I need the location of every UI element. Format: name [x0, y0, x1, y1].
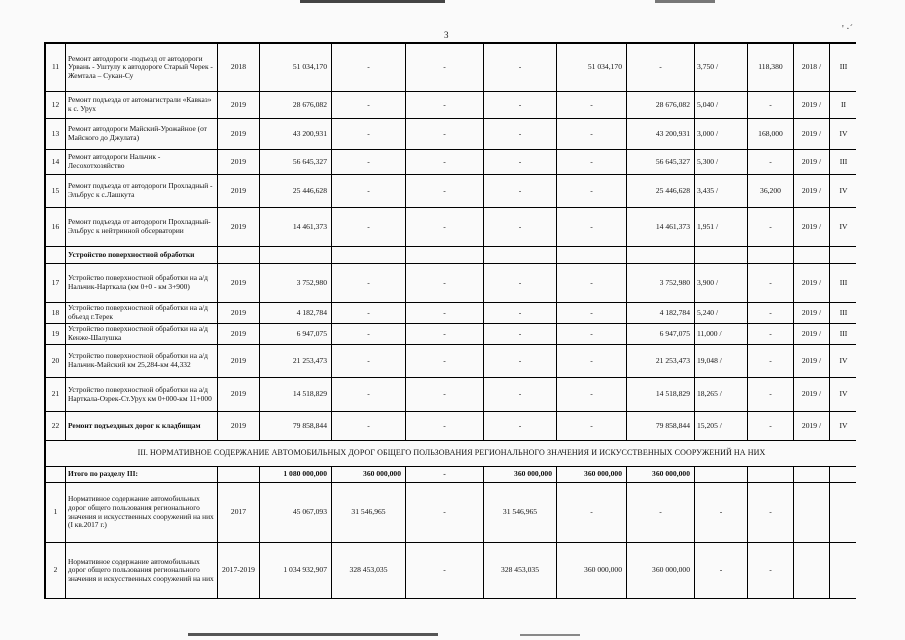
- row-c1: -: [332, 208, 406, 247]
- row-number: 14: [46, 150, 66, 175]
- total-c2: -: [406, 467, 484, 483]
- row-c3: -: [484, 119, 557, 150]
- row-completion-year: 2019: [801, 185, 818, 195]
- row-area: -: [748, 345, 794, 378]
- row-length: [695, 303, 748, 324]
- subheader-surface-treatment: Устройство поверхностной обработки: [66, 247, 218, 264]
- row-length-km: 3,750: [697, 62, 715, 72]
- row-c5: 43 200,931: [627, 119, 695, 150]
- row-c3: -: [484, 44, 557, 92]
- row-name: Устройство поверхностной обработки на а/д Кенже-Шалушка: [66, 324, 218, 345]
- row-completion: [794, 44, 830, 92]
- row-year: 2018: [218, 44, 260, 92]
- row-quarter: III: [830, 303, 857, 324]
- row-total: 21 253,473: [260, 345, 332, 378]
- table-row: [46, 44, 857, 92]
- row-name: Нормативное содержание автомобильных дорог общего пользования регионального значения и искусственных сооружений на них: [66, 543, 218, 599]
- row-c4: 51 034,170: [557, 44, 627, 92]
- table-row: [46, 175, 857, 208]
- row-completion-year: 2019: [801, 128, 818, 138]
- row-completion: [794, 378, 830, 412]
- row-c5: 360 000,000: [627, 543, 695, 599]
- separator: /: [714, 277, 719, 287]
- row-total: 3 752,980: [260, 264, 332, 303]
- row-name: Нормативное содержание автомобильных дорог общего пользования регионального значения и искусственных сооружений на них (I кв.2017 г.): [66, 483, 218, 543]
- row-c5: 28 676,082: [627, 92, 695, 119]
- row-area: -: [748, 92, 794, 119]
- total-c4: 360 000,000: [557, 467, 627, 483]
- separator: /: [714, 185, 719, 195]
- row-area: 118,380: [748, 44, 794, 92]
- separator: /: [717, 389, 722, 399]
- row-c1: -: [332, 119, 406, 150]
- row-completion-year: 2019: [801, 328, 818, 338]
- table-row: [46, 264, 857, 303]
- row-name: Ремонт автодороги Майский-Урожайное (от Майского до Джулата): [66, 119, 218, 150]
- row-c3: 328 453,035: [484, 543, 557, 599]
- total-c5: 360 000,000: [627, 467, 695, 483]
- row-total: 14 518,829: [260, 378, 332, 412]
- separator: /: [817, 420, 822, 430]
- separator: /: [714, 62, 719, 72]
- row-number: 1: [46, 483, 66, 543]
- row-c4: -: [557, 483, 627, 543]
- row-area: -: [748, 264, 794, 303]
- row-year: 2019: [218, 345, 260, 378]
- separator: /: [817, 355, 822, 365]
- row-quarter: IV: [830, 378, 857, 412]
- row-total: 25 446,628: [260, 175, 332, 208]
- row-completion: [794, 324, 830, 345]
- total-c1: 360 000,000: [332, 467, 406, 483]
- row-quarter: III: [830, 264, 857, 303]
- row-c1: -: [332, 92, 406, 119]
- row-total: 79 858,844: [260, 412, 332, 441]
- row-name: Устройство поверхностной обработки на а/д объезд г.Терек: [66, 303, 218, 324]
- row-completion-year: 2018: [801, 62, 818, 72]
- scan-artifact-top: [655, 0, 715, 3]
- row-length-km: 5,240: [697, 307, 715, 317]
- row-c6: -: [695, 483, 748, 543]
- scan-artifact-top: [300, 0, 445, 3]
- row-total: 4 182,784: [260, 303, 332, 324]
- row-c2: -: [406, 543, 484, 599]
- row-length: [695, 208, 748, 247]
- row-c2: -: [406, 378, 484, 412]
- table-row: [46, 412, 857, 441]
- row-c1: -: [332, 303, 406, 324]
- row-c3: -: [484, 208, 557, 247]
- row-number: 18: [46, 303, 66, 324]
- row-number: 22: [46, 412, 66, 441]
- row-number: 19: [46, 324, 66, 345]
- row-c2: -: [406, 303, 484, 324]
- row-quarter: IV: [830, 119, 857, 150]
- separator: /: [717, 328, 722, 338]
- row-year: 2019: [218, 208, 260, 247]
- total-c3: 360 000,000: [484, 467, 557, 483]
- row-year: 2019: [218, 324, 260, 345]
- row-c3: -: [484, 92, 557, 119]
- row-c2: -: [406, 150, 484, 175]
- separator: /: [714, 128, 719, 138]
- row-c1: -: [332, 324, 406, 345]
- row-c5: 79 858,844: [627, 412, 695, 441]
- row-area: -: [748, 378, 794, 412]
- row-c2: -: [406, 324, 484, 345]
- table-row: [46, 303, 857, 324]
- row-quarter: IV: [830, 345, 857, 378]
- table-row: [46, 324, 857, 345]
- row-length: [695, 119, 748, 150]
- row-name: Устройство поверхностной обработки на а/д Нальчик-Майский км 25,284-км 44,332: [66, 345, 218, 378]
- separator: /: [717, 420, 722, 430]
- row-name: Ремонт подъезда от автомагистрали «Кавказ» к с. Урух: [66, 92, 218, 119]
- row-total: 56 645,327: [260, 150, 332, 175]
- row-number: 11: [46, 44, 66, 92]
- separator: /: [714, 156, 719, 166]
- row-length: [695, 345, 748, 378]
- row-quarter: III: [830, 150, 857, 175]
- row-c3: -: [484, 345, 557, 378]
- row-completion: [794, 412, 830, 441]
- row-completion: [794, 119, 830, 150]
- separator: /: [817, 156, 822, 166]
- row-year: 2017: [218, 483, 260, 543]
- row-total: 51 034,170: [260, 44, 332, 92]
- row-c3: -: [484, 324, 557, 345]
- row-number: 17: [46, 264, 66, 303]
- row-completion-year: 2019: [801, 99, 818, 109]
- row-c4: -: [557, 264, 627, 303]
- row-c4: -: [557, 378, 627, 412]
- total-sum: 1 080 000,000: [260, 467, 332, 483]
- row-c4: -: [557, 92, 627, 119]
- row-c5: -: [627, 44, 695, 92]
- row-completion: [794, 92, 830, 119]
- row-year: 2019: [218, 175, 260, 208]
- row-total: 43 200,931: [260, 119, 332, 150]
- row-c5: 4 182,784: [627, 303, 695, 324]
- row-c1: -: [332, 175, 406, 208]
- row-c2: -: [406, 92, 484, 119]
- row-number: 12: [46, 92, 66, 119]
- row-length: [695, 324, 748, 345]
- row-completion-year: 2019: [801, 277, 818, 287]
- row-c3: 31 546,965: [484, 483, 557, 543]
- row-completion: [794, 150, 830, 175]
- row-c4: -: [557, 175, 627, 208]
- separator: /: [817, 221, 822, 231]
- row-year: 2019: [218, 303, 260, 324]
- row-c3: -: [484, 175, 557, 208]
- row-number: 2: [46, 543, 66, 599]
- row-c1: -: [332, 264, 406, 303]
- row-c1: -: [332, 378, 406, 412]
- row-year: 2019: [218, 119, 260, 150]
- row-length-km: 15,205: [697, 420, 718, 430]
- page-number: 3: [444, 30, 449, 40]
- row-completion-year: 2019: [801, 156, 818, 166]
- row-c2: -: [406, 44, 484, 92]
- row-c2: -: [406, 483, 484, 543]
- separator: /: [717, 355, 722, 365]
- row-c1: -: [332, 412, 406, 441]
- row-area: -: [748, 150, 794, 175]
- row-number: 15: [46, 175, 66, 208]
- row-c4: 360 000,000: [557, 543, 627, 599]
- row-completion-year: 2019: [801, 420, 818, 430]
- row-c3: -: [484, 303, 557, 324]
- row-length-km: 3,900: [697, 277, 715, 287]
- separator: /: [817, 307, 822, 317]
- row-number: 21: [46, 378, 66, 412]
- row-length: [695, 378, 748, 412]
- row-c7: -: [748, 483, 794, 543]
- row-completion: [794, 175, 830, 208]
- separator: /: [714, 99, 719, 109]
- separator: /: [817, 389, 822, 399]
- row-quarter: IV: [830, 208, 857, 247]
- row-length-km: 3,000: [697, 128, 715, 138]
- row-length-km: 3,435: [697, 185, 715, 195]
- row-c1: 328 453,035: [332, 543, 406, 599]
- row-total: 28 676,082: [260, 92, 332, 119]
- table-row: [46, 150, 857, 175]
- row-total: 1 034 932,907: [260, 543, 332, 599]
- row-c3: -: [484, 412, 557, 441]
- row-completion-year: 2019: [801, 221, 818, 231]
- row-c1: 31 546,965: [332, 483, 406, 543]
- row-name: Ремонт подъезда от автодороги Прохладный - Эльбрус к с.Лашкута: [66, 175, 218, 208]
- row-name: Ремонт автодороги Нальчик - Лесохотхозяйство: [66, 150, 218, 175]
- row-c5: 14 461,373: [627, 208, 695, 247]
- row-number: 20: [46, 345, 66, 378]
- row-c4: -: [557, 119, 627, 150]
- row-c4: -: [557, 324, 627, 345]
- row-area: -: [748, 412, 794, 441]
- row-length-km: 1,951: [697, 221, 715, 231]
- row-length: [695, 412, 748, 441]
- row-area: 168,000: [748, 119, 794, 150]
- row-total: 45 067,093: [260, 483, 332, 543]
- row-name: Ремонт подъезда от автодороги Прохладный-Эльбрус к нейтринной обсерватории: [66, 208, 218, 247]
- row-quarter: IV: [830, 175, 857, 208]
- row-c2: -: [406, 412, 484, 441]
- row-c2: -: [406, 264, 484, 303]
- row-quarter: III: [830, 324, 857, 345]
- row-completion-year: 2019: [801, 389, 818, 399]
- row-c4: -: [557, 345, 627, 378]
- row-quarter: III: [830, 44, 857, 92]
- row-c6: -: [695, 543, 748, 599]
- row-c2: -: [406, 345, 484, 378]
- scan-artifact-bottom: [188, 633, 438, 636]
- row-length-km: 5,040: [697, 99, 715, 109]
- row-c4: -: [557, 412, 627, 441]
- row-area: -: [748, 324, 794, 345]
- row-year: 2019: [218, 92, 260, 119]
- row-c4: -: [557, 150, 627, 175]
- row-completion-year: 2019: [801, 307, 818, 317]
- row-c3: -: [484, 264, 557, 303]
- row-area: 36,200: [748, 175, 794, 208]
- row-year: 2019: [218, 412, 260, 441]
- row-c4: -: [557, 208, 627, 247]
- table-row: [46, 378, 857, 412]
- separator: /: [817, 99, 822, 109]
- row-c2: -: [406, 119, 484, 150]
- row-c2: -: [406, 175, 484, 208]
- row-length: [695, 264, 748, 303]
- row-name: Устройство поверхностной обработки на а/д Нальчик-Нарткала (км 0+0 - км 3+900): [66, 264, 218, 303]
- row-c1: -: [332, 44, 406, 92]
- table-row: [46, 119, 857, 150]
- row-c3: -: [484, 378, 557, 412]
- row-number: 16: [46, 208, 66, 247]
- row-c5: 21 253,473: [627, 345, 695, 378]
- row-completion: [794, 264, 830, 303]
- row-length-km: 18,265: [697, 389, 718, 399]
- total-label: Итого по разделу III:: [66, 467, 218, 483]
- row-completion: [794, 208, 830, 247]
- row-length-km: 11,000: [697, 328, 718, 338]
- row-area: -: [748, 208, 794, 247]
- row-c5: 56 645,327: [627, 150, 695, 175]
- row-total: 6 947,075: [260, 324, 332, 345]
- table-row: [46, 92, 857, 119]
- row-quarter: II: [830, 92, 857, 119]
- row-year: 2019: [218, 264, 260, 303]
- row-length: [695, 150, 748, 175]
- row-completion-year: 2019: [801, 355, 818, 365]
- separator: /: [714, 307, 719, 317]
- row-c5: 14 518,829: [627, 378, 695, 412]
- scan-artifact-bottom: [520, 634, 580, 636]
- row-length-km: 5,300: [697, 156, 715, 166]
- row-c5: 3 752,980: [627, 264, 695, 303]
- separator: /: [817, 328, 822, 338]
- separator: /: [817, 128, 822, 138]
- row-name: Устройство поверхностной обработки на а/д Нарткала-Озрек-Ст.Урух км 0+000-км 11+000: [66, 378, 218, 412]
- section-iii-title: III. НОРМАТИВНОЕ СОДЕРЖАНИЕ АВТОМОБИЛЬНЫХ ДОРОГ ОБЩЕГО ПОЛЬЗОВАНИЯ РЕГИОНАЛЬНОГО ЗНАЧЕНИЯ И ИСКУССТВЕННЫХ СООРУЖЕНИЙ НА НИХ: [46, 441, 857, 467]
- row-total: 14 461,373: [260, 208, 332, 247]
- table-row: [46, 483, 857, 543]
- table-row: [46, 345, 857, 378]
- row-c5: 6 947,075: [627, 324, 695, 345]
- row-number: 13: [46, 119, 66, 150]
- corner-mark: ' ·ˊ: [842, 24, 853, 35]
- row-c3: -: [484, 150, 557, 175]
- separator: /: [817, 62, 822, 72]
- row-area: -: [748, 303, 794, 324]
- row-completion: [794, 303, 830, 324]
- row-c4: -: [557, 303, 627, 324]
- row-c2: -: [406, 208, 484, 247]
- row-year: 2019: [218, 378, 260, 412]
- road-works-table: [45, 43, 856, 599]
- separator: /: [714, 221, 719, 231]
- row-year: 2019: [218, 150, 260, 175]
- row-name: Ремонт автодороги -подъезд от автодороги Урвань - Уштулу к автодороге Старый Черек - Жемтала – Сукан-Су: [66, 44, 218, 92]
- table-row: [46, 208, 857, 247]
- table-row: [46, 543, 857, 599]
- row-length: [695, 175, 748, 208]
- row-name: Ремонт подъездных дорог к кладбищам: [66, 412, 218, 441]
- separator: /: [817, 185, 822, 195]
- row-c5: 25 446,628: [627, 175, 695, 208]
- row-c7: -: [748, 543, 794, 599]
- row-length: [695, 92, 748, 119]
- row-c1: -: [332, 150, 406, 175]
- row-completion: [794, 345, 830, 378]
- row-length-km: 19,048: [697, 355, 718, 365]
- row-c1: -: [332, 345, 406, 378]
- row-year: 2017-2019: [218, 543, 260, 599]
- row-c5: -: [627, 483, 695, 543]
- row-length: [695, 44, 748, 92]
- row-quarter: IV: [830, 412, 857, 441]
- document-table-frame: [44, 42, 856, 599]
- separator: /: [817, 277, 822, 287]
